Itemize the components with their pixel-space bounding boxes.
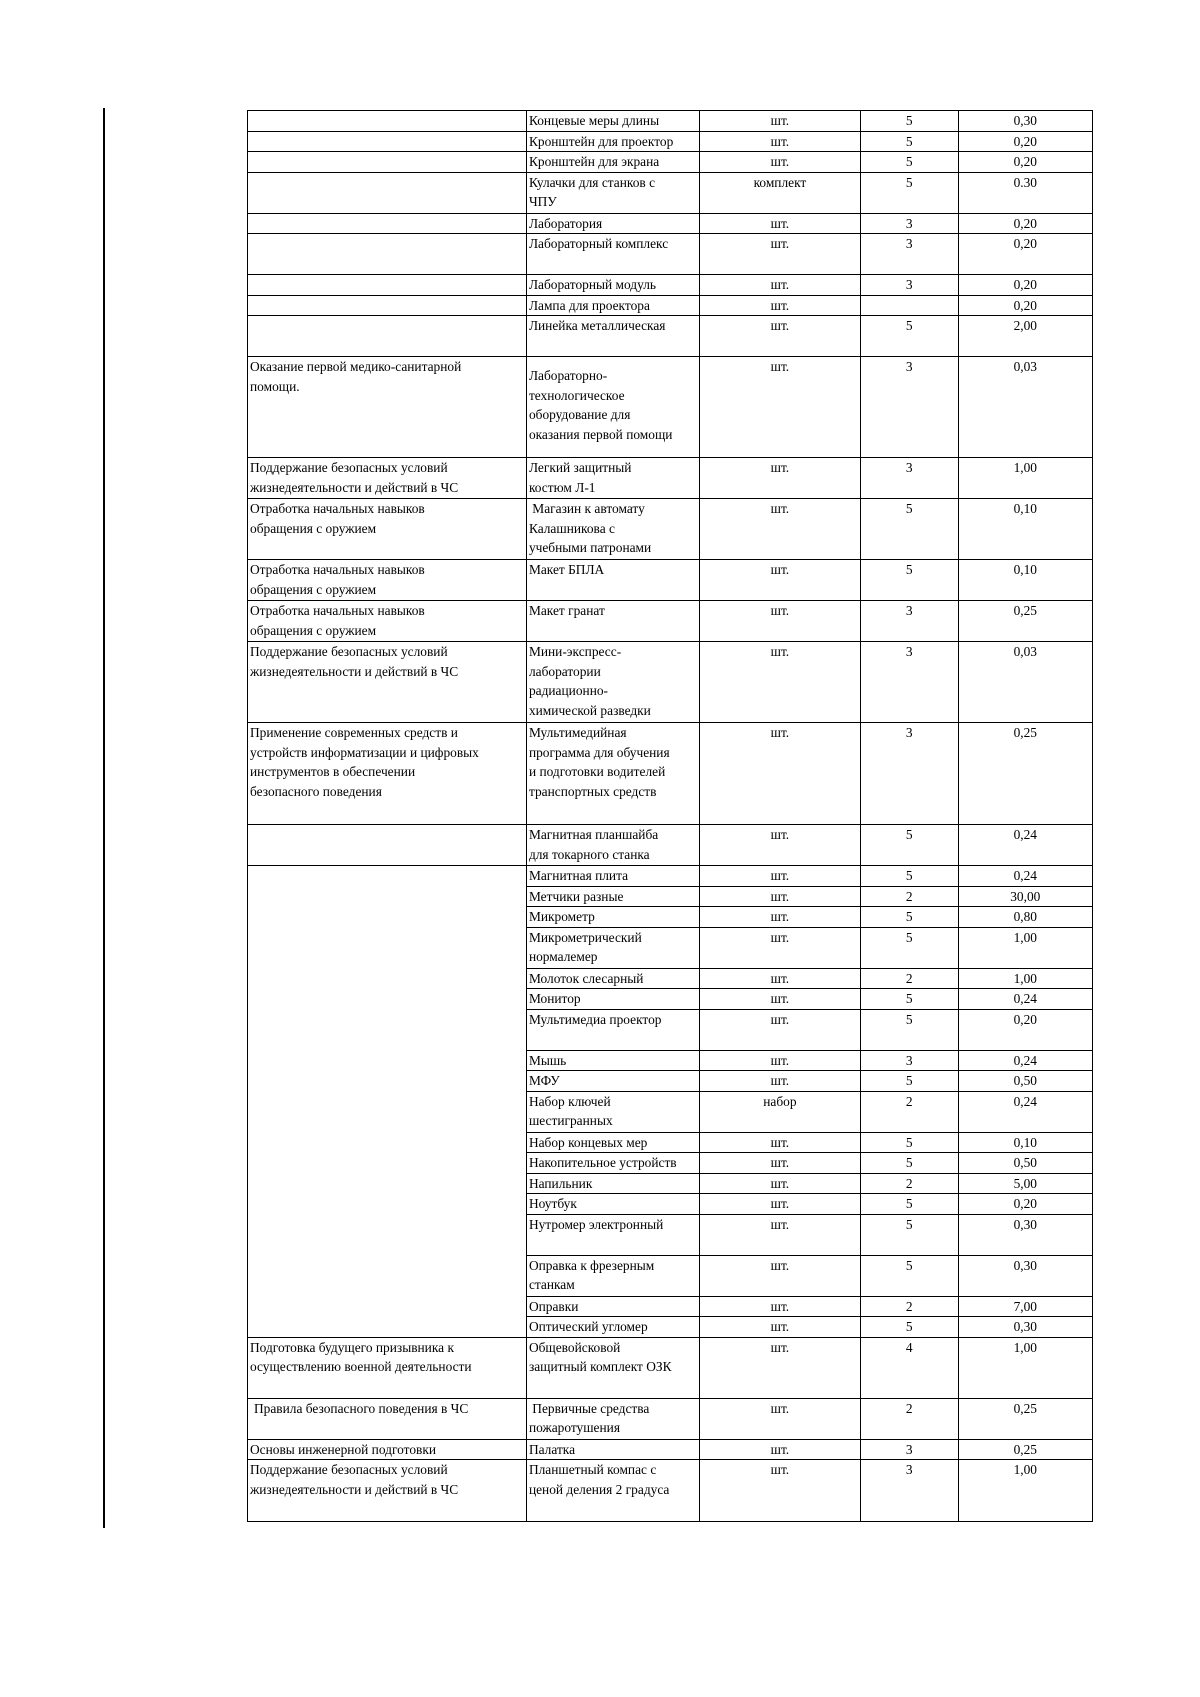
item-value: 2,00 bbox=[958, 316, 1092, 357]
item-qty: 3 bbox=[860, 1439, 958, 1460]
item-unit: шт. bbox=[700, 1214, 861, 1255]
item-name: Лаборатория bbox=[526, 213, 699, 234]
item-name: Первичные средства пожаротушения bbox=[526, 1398, 699, 1439]
item-name: Монитор bbox=[526, 989, 699, 1010]
item-value: 0,10 bbox=[958, 1132, 1092, 1153]
table-row bbox=[248, 1398, 1093, 1439]
item-qty: 5 bbox=[860, 825, 958, 866]
table-row bbox=[248, 275, 1093, 296]
item-name: Концевые меры длины bbox=[526, 111, 699, 132]
item-qty: 5 bbox=[860, 1132, 958, 1153]
item-unit: шт. bbox=[700, 1337, 861, 1398]
table-row bbox=[248, 1439, 1093, 1460]
table-row bbox=[248, 866, 1093, 887]
item-unit: шт. bbox=[700, 357, 861, 458]
item-qty: 5 bbox=[860, 1009, 958, 1050]
activity-cell bbox=[248, 213, 527, 234]
item-unit: шт. bbox=[700, 968, 861, 989]
item-qty: 5 bbox=[860, 927, 958, 968]
item-unit: шт. bbox=[700, 131, 861, 152]
table-row bbox=[248, 316, 1093, 357]
item-name: Магнитная плита bbox=[526, 866, 699, 887]
table-row bbox=[248, 601, 1093, 642]
item-qty: 3 bbox=[860, 275, 958, 296]
item-unit: шт. bbox=[700, 1194, 861, 1215]
item-qty: 2 bbox=[860, 886, 958, 907]
item-name: Накопительное устройств bbox=[526, 1153, 699, 1174]
item-qty: 5 bbox=[860, 172, 958, 213]
item-value: 0,10 bbox=[958, 560, 1092, 601]
item-name: Магнитная планшайба для токарного станка bbox=[526, 825, 699, 866]
item-value: 0,03 bbox=[958, 357, 1092, 458]
activity-cell: Отработка начальных навыков обращения с оружием bbox=[248, 601, 527, 642]
activity-cell bbox=[248, 825, 527, 866]
table-row bbox=[248, 1460, 1093, 1522]
item-qty: 5 bbox=[860, 1194, 958, 1215]
table-row bbox=[248, 458, 1093, 499]
item-name: Планшетный компас с ценой деления 2 градуса bbox=[526, 1460, 699, 1522]
activity-cell bbox=[248, 275, 527, 296]
item-qty: 5 bbox=[860, 499, 958, 560]
item-name: Магазин к автомату Калашникова с учебными патронами bbox=[526, 499, 699, 560]
item-qty: 5 bbox=[860, 1255, 958, 1296]
item-name: Оптический угломер bbox=[526, 1317, 699, 1338]
item-value: 0,20 bbox=[958, 1194, 1092, 1215]
table-row bbox=[248, 111, 1093, 132]
item-qty: 5 bbox=[860, 560, 958, 601]
item-unit: набор bbox=[700, 1091, 861, 1132]
item-value: 0,30 bbox=[958, 1317, 1092, 1338]
item-name: Набор концевых мер bbox=[526, 1132, 699, 1153]
item-qty: 3 bbox=[860, 1050, 958, 1071]
item-qty: 3 bbox=[860, 357, 958, 458]
item-unit: шт. bbox=[700, 1317, 861, 1338]
item-unit: шт. bbox=[700, 886, 861, 907]
item-unit: шт. bbox=[700, 1439, 861, 1460]
item-value: 0,20 bbox=[958, 213, 1092, 234]
item-unit: шт. bbox=[700, 1173, 861, 1194]
item-qty: 5 bbox=[860, 1071, 958, 1092]
activity-cell: Поддержание безопасных условий жизнедеятельности и действий в ЧС bbox=[248, 458, 527, 499]
table-row bbox=[248, 213, 1093, 234]
item-qty: 3 bbox=[860, 213, 958, 234]
item-unit: шт. bbox=[700, 1071, 861, 1092]
item-name: Оправки bbox=[526, 1296, 699, 1317]
table-row bbox=[248, 295, 1093, 316]
item-qty: 5 bbox=[860, 316, 958, 357]
margin-line bbox=[103, 108, 105, 1528]
item-name: Палатка bbox=[526, 1439, 699, 1460]
item-value: 0,30 bbox=[958, 111, 1092, 132]
table-row bbox=[248, 357, 1093, 458]
item-name: Мышь bbox=[526, 1050, 699, 1071]
item-value: 0,10 bbox=[958, 499, 1092, 560]
item-value: 0,24 bbox=[958, 825, 1092, 866]
item-unit: шт. bbox=[700, 1050, 861, 1071]
item-value: 0,20 bbox=[958, 275, 1092, 296]
table-row bbox=[248, 1337, 1093, 1398]
activity-cell bbox=[248, 234, 527, 275]
item-value: 1,00 bbox=[958, 1460, 1092, 1522]
activity-cell: Применение современных средств и устройств информатизации и цифровых инструментов в обеспечении безопасного поведения bbox=[248, 723, 527, 825]
item-unit: шт. bbox=[700, 1009, 861, 1050]
item-qty: 5 bbox=[860, 131, 958, 152]
item-value: 0,30 bbox=[958, 1255, 1092, 1296]
item-qty: 2 bbox=[860, 1173, 958, 1194]
item-name: Кронштейн для проектор bbox=[526, 131, 699, 152]
table-row bbox=[248, 560, 1093, 601]
item-value: 0,50 bbox=[958, 1153, 1092, 1174]
activity-cell bbox=[248, 111, 527, 132]
equipment-table bbox=[247, 110, 1093, 1522]
item-unit: шт. bbox=[700, 642, 861, 723]
activity-cell: Оказание первой медико-санитарной помощи. bbox=[248, 357, 527, 458]
item-qty: 2 bbox=[860, 1398, 958, 1439]
item-value: 1,00 bbox=[958, 968, 1092, 989]
item-unit: шт. bbox=[700, 1296, 861, 1317]
item-unit: шт. bbox=[700, 1153, 861, 1174]
item-qty: 3 bbox=[860, 1460, 958, 1522]
item-value: 0,30 bbox=[958, 1214, 1092, 1255]
item-qty: 3 bbox=[860, 601, 958, 642]
item-name: Общевойсковой защитный комплект ОЗК bbox=[526, 1337, 699, 1398]
activity-cell: Поддержание безопасных условий жизнедеятельности и действий в ЧС bbox=[248, 642, 527, 723]
item-unit: шт. bbox=[700, 1255, 861, 1296]
item-name: Оправка к фрезерным станкам bbox=[526, 1255, 699, 1296]
item-name: Кулачки для станков с ЧПУ bbox=[526, 172, 699, 213]
activity-cell bbox=[248, 172, 527, 213]
item-value: 0,20 bbox=[958, 152, 1092, 173]
item-name: МФУ bbox=[526, 1071, 699, 1092]
activity-cell bbox=[248, 131, 527, 152]
item-name: Макет БПЛА bbox=[526, 560, 699, 601]
item-qty: 5 bbox=[860, 1153, 958, 1174]
table-row bbox=[248, 172, 1093, 213]
item-qty: 4 bbox=[860, 1337, 958, 1398]
item-unit: шт. bbox=[700, 275, 861, 296]
table-row bbox=[248, 234, 1093, 275]
item-unit: шт. bbox=[700, 111, 861, 132]
item-name: Метчики разные bbox=[526, 886, 699, 907]
item-unit: шт. bbox=[700, 560, 861, 601]
item-name: Макет гранат bbox=[526, 601, 699, 642]
item-name: Мини-экспресс- лаборатории радиационно- химической разведки bbox=[526, 642, 699, 723]
item-unit: шт. bbox=[700, 825, 861, 866]
item-name: Линейка металлическая bbox=[526, 316, 699, 357]
item-value: 0.30 bbox=[958, 172, 1092, 213]
item-value: 0,24 bbox=[958, 1050, 1092, 1071]
table-row bbox=[248, 723, 1093, 825]
item-value: 0,24 bbox=[958, 989, 1092, 1010]
activity-cell: Подготовка будущего призывника к осуществлению военной деятельности bbox=[248, 1337, 527, 1398]
item-qty: 5 bbox=[860, 152, 958, 173]
item-qty: 5 bbox=[860, 866, 958, 887]
item-name: Ноутбук bbox=[526, 1194, 699, 1215]
table-row bbox=[248, 152, 1093, 173]
item-unit: шт. bbox=[700, 601, 861, 642]
item-value: 0,25 bbox=[958, 1398, 1092, 1439]
item-value: 0,20 bbox=[958, 131, 1092, 152]
item-name: Напильник bbox=[526, 1173, 699, 1194]
item-unit: шт. bbox=[700, 927, 861, 968]
item-qty: 5 bbox=[860, 907, 958, 928]
item-name: Лампа для проектора bbox=[526, 295, 699, 316]
activity-cell bbox=[248, 866, 527, 1338]
item-value: 1,00 bbox=[958, 1337, 1092, 1398]
item-qty: 3 bbox=[860, 234, 958, 275]
item-value: 0,20 bbox=[958, 295, 1092, 316]
item-qty: 5 bbox=[860, 1214, 958, 1255]
item-value: 0,25 bbox=[958, 723, 1092, 825]
item-unit: шт. bbox=[700, 234, 861, 275]
item-unit: шт. bbox=[700, 1398, 861, 1439]
item-name: Микрометр bbox=[526, 907, 699, 928]
item-value: 0,03 bbox=[958, 642, 1092, 723]
table-row bbox=[248, 131, 1093, 152]
item-unit: шт. bbox=[700, 723, 861, 825]
item-value: 0,20 bbox=[958, 1009, 1092, 1050]
item-qty: 3 bbox=[860, 642, 958, 723]
item-unit: шт. bbox=[700, 989, 861, 1010]
item-qty: 3 bbox=[860, 723, 958, 825]
item-unit: шт. bbox=[700, 213, 861, 234]
activity-cell bbox=[248, 295, 527, 316]
item-name: Лабораторно- технологическое оборудование для оказания первой помощи bbox=[526, 357, 699, 458]
activity-cell bbox=[248, 152, 527, 173]
item-unit: шт. bbox=[700, 1132, 861, 1153]
item-qty: 5 bbox=[860, 111, 958, 132]
item-qty bbox=[860, 295, 958, 316]
item-value: 0,24 bbox=[958, 1091, 1092, 1132]
item-value: 0,24 bbox=[958, 866, 1092, 887]
item-value: 30,00 bbox=[958, 886, 1092, 907]
table-row bbox=[248, 642, 1093, 723]
item-value: 0,80 bbox=[958, 907, 1092, 928]
item-name: Легкий защитный костюм Л-1 bbox=[526, 458, 699, 499]
activity-cell: Правила безопасного поведения в ЧС bbox=[248, 1398, 527, 1439]
activity-cell: Отработка начальных навыков обращения с оружием bbox=[248, 560, 527, 601]
item-unit: комплект bbox=[700, 172, 861, 213]
activity-cell: Отработка начальных навыков обращения с оружием bbox=[248, 499, 527, 560]
item-name: Мультимедиа проектор bbox=[526, 1009, 699, 1050]
item-unit: шт. bbox=[700, 907, 861, 928]
item-unit: шт. bbox=[700, 458, 861, 499]
item-value: 0,25 bbox=[958, 1439, 1092, 1460]
item-qty: 5 bbox=[860, 989, 958, 1010]
table-row bbox=[248, 825, 1093, 866]
item-name: Набор ключей шестигранных bbox=[526, 1091, 699, 1132]
activity-cell: Основы инженерной подготовки bbox=[248, 1439, 527, 1460]
item-value: 5,00 bbox=[958, 1173, 1092, 1194]
item-value: 1,00 bbox=[958, 458, 1092, 499]
item-value: 0,20 bbox=[958, 234, 1092, 275]
item-qty: 3 bbox=[860, 458, 958, 499]
item-name: Молоток слесарный bbox=[526, 968, 699, 989]
item-qty: 2 bbox=[860, 1091, 958, 1132]
item-name: Мультимедийная программа для обучения и подготовки водителей транспортных средств bbox=[526, 723, 699, 825]
item-value: 0,50 bbox=[958, 1071, 1092, 1092]
activity-cell bbox=[248, 316, 527, 357]
table-row bbox=[248, 499, 1093, 560]
item-unit: шт. bbox=[700, 1460, 861, 1522]
item-unit: шт. bbox=[700, 152, 861, 173]
item-qty: 2 bbox=[860, 968, 958, 989]
item-unit: шт. bbox=[700, 499, 861, 560]
item-unit: шт. bbox=[700, 316, 861, 357]
item-name: Микрометрический нормалемер bbox=[526, 927, 699, 968]
item-qty: 5 bbox=[860, 1317, 958, 1338]
item-value: 7,00 bbox=[958, 1296, 1092, 1317]
item-unit: шт. bbox=[700, 866, 861, 887]
item-value: 1,00 bbox=[958, 927, 1092, 968]
item-value: 0,25 bbox=[958, 601, 1092, 642]
item-name: Лабораторный комплекс bbox=[526, 234, 699, 275]
item-unit: шт. bbox=[700, 295, 861, 316]
item-qty: 2 bbox=[860, 1296, 958, 1317]
item-name: Лабораторный модуль bbox=[526, 275, 699, 296]
item-name: Кронштейн для экрана bbox=[526, 152, 699, 173]
activity-cell: Поддержание безопасных условий жизнедеятельности и действий в ЧС bbox=[248, 1460, 527, 1522]
item-name: Нутромер электронный bbox=[526, 1214, 699, 1255]
